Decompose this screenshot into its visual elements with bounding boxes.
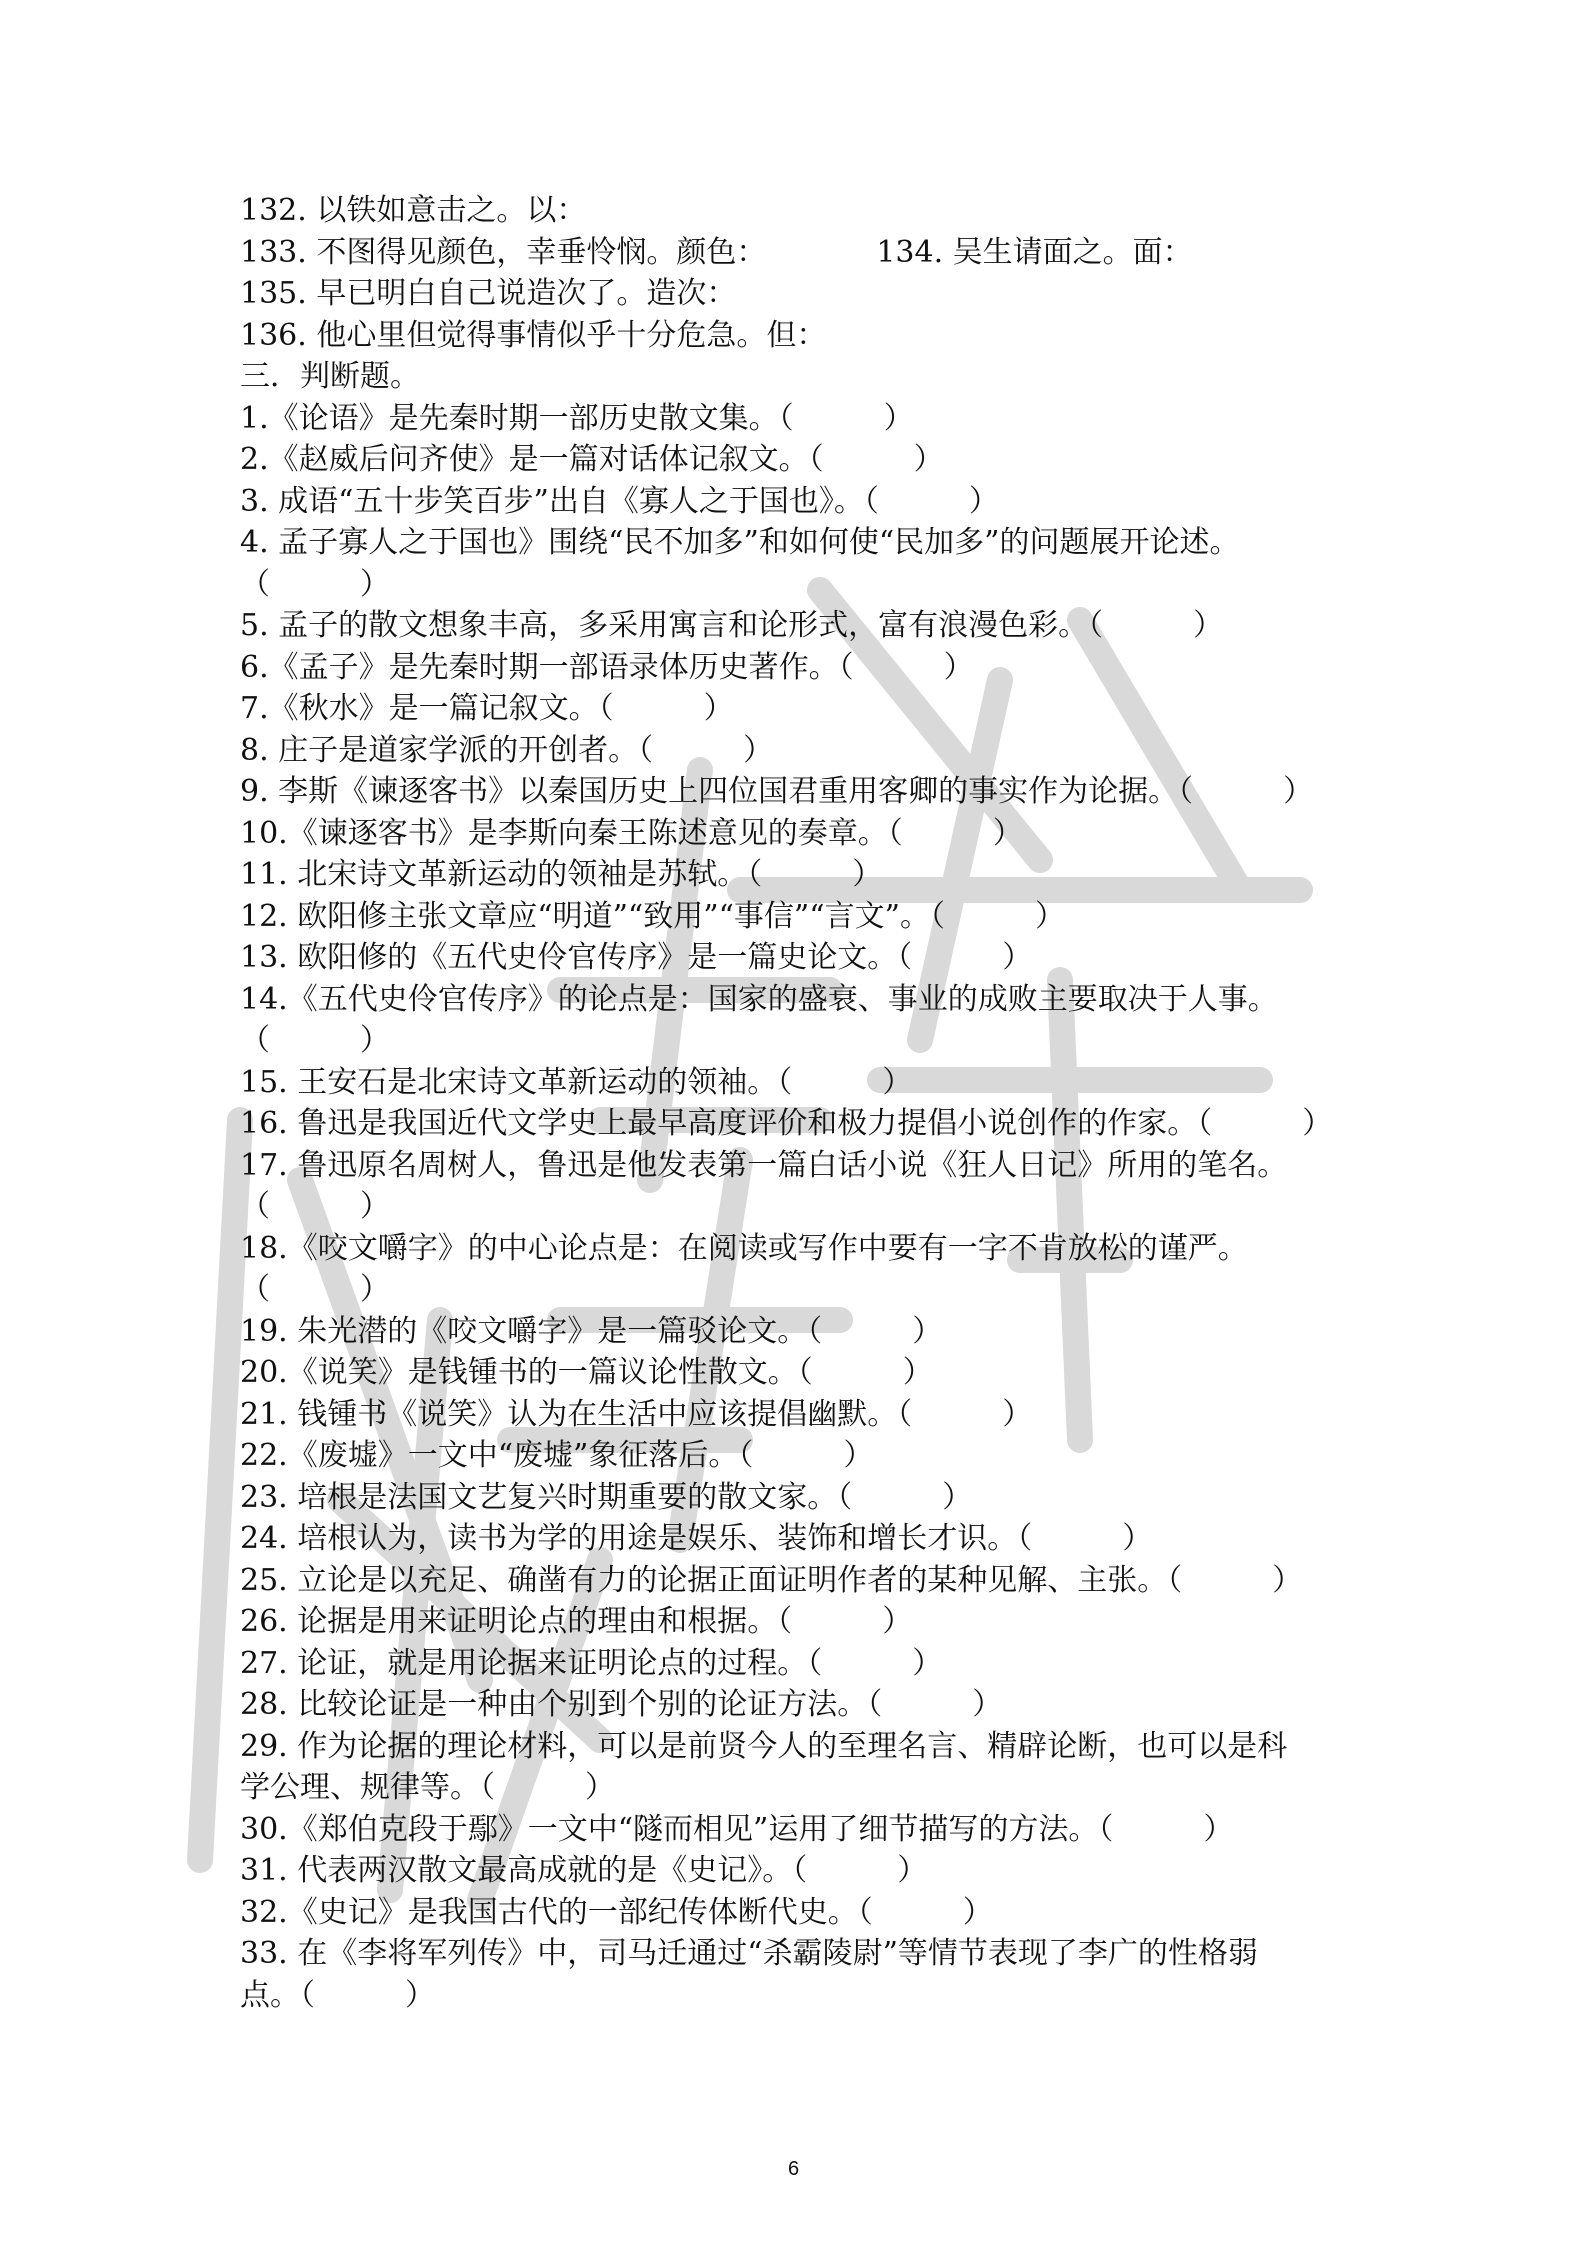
question-line: 18.《咬文嚼字》的中心论点是：在阅读或写作中要有一字不肯放松的谨严。 bbox=[240, 1230, 1248, 1266]
question-line: 14.《五代史伶官传序》的论点是：国家的盛衰、事业的成败主要取决于人事。 bbox=[240, 981, 1278, 1017]
question-line: 2.《赵威后问齐使》是一篇对话体记叙文。（ ） bbox=[240, 442, 944, 477]
question-line: 27. 论证，就是用论据来证明论点的过程。（ ） bbox=[240, 1645, 943, 1681]
question-line: 26. 论据是用来证明论点的理由和根据。（ ） bbox=[240, 1604, 913, 1639]
question-line: 17. 鲁迅原名周树人，鲁迅是他发表第一篇白话小说《狂人日记》所用的笔名。 bbox=[240, 1147, 1288, 1183]
vocab-text: 136. 他心里但觉得事情似乎十分危急。但： bbox=[240, 317, 827, 353]
question-line: 23. 培根是法国文艺复兴时期重要的散文家。（ ） bbox=[240, 1479, 973, 1515]
question-line: 25. 立论是以充足、确凿有力的论据正面证明作者的某种见解、主张。（ ） bbox=[240, 1562, 1303, 1598]
question-line: 11. 北宋诗文革新运动的领袖是苏轼。（ ） bbox=[240, 857, 883, 892]
question-line: （ ） bbox=[240, 1272, 390, 1307]
question-line: 12. 欧阳修主张文章应“明道”“致用”“事信”“言文”。（ ） bbox=[240, 898, 1065, 934]
question-line: 9. 李斯《谏逐客书》以秦国历史上四位国君重用客卿的事实作为论据。（ ） bbox=[240, 774, 1314, 809]
question-line: 20.《说笑》是钱锺书的一篇议论性散文。（ ） bbox=[240, 1355, 933, 1390]
vocab-text: 133. 不图得见颜色，幸垂怜悯。颜色： bbox=[240, 234, 767, 270]
question-line: 31. 代表两汉散文最高成就的是《史记》。（ ） bbox=[240, 1853, 928, 1888]
question-line: 点。（ ） bbox=[240, 1977, 435, 2013]
question-line: 21. 钱锺书《说笑》认为在生活中应该提倡幽默。（ ） bbox=[240, 1396, 1033, 1432]
question-line: 32.《史记》是我国古代的一部纪传体断代史。（ ） bbox=[240, 1894, 993, 1930]
question-line: 29. 作为论据的理论材料，可以是前贤今人的至理名言、精辟论断，也可以是科 bbox=[240, 1728, 1288, 1764]
question-line: 4. 孟子寡人之于国也》围绕“民不加多”和如何使“民加多”的问题展开论述。 bbox=[240, 525, 1240, 560]
question-line: 学公理、规律等。（ ） bbox=[240, 1770, 615, 1805]
question-line: 24. 培根认为，读书为学的用途是娱乐、装饰和增长才识。（ ） bbox=[240, 1521, 1153, 1556]
question-line: 15. 王安石是北宋诗文革新运动的领袖。（ ） bbox=[240, 1064, 913, 1100]
question-line: 10.《谏逐客书》是李斯向秦王陈述意见的奏章。（ ） bbox=[240, 815, 1023, 851]
vocab-text: 132. 以铁如意击之。以： bbox=[240, 193, 587, 228]
vocab-item bbox=[240, 315, 1355, 357]
vocab-item bbox=[240, 273, 1355, 315]
vocab-item bbox=[240, 190, 1355, 232]
question-line: 13. 欧阳修的《五代史伶官传序》是一篇史论文。（ ） bbox=[240, 940, 1033, 975]
question-line: 3. 成语“五十步笑百步”出自《寡人之于国也》。（ ） bbox=[240, 483, 999, 519]
vocab-text: 135. 早已明白自己说造次了。造次： bbox=[240, 276, 737, 311]
section-heading: 三．判断题。 bbox=[240, 359, 420, 394]
question-line: 30.《郑伯克段于鄢》一文中“隧而相见”运用了细节描写的方法。（ ） bbox=[240, 1811, 1234, 1847]
question-line: 22.《废墟》一文中“废墟”象征落后。（ ） bbox=[240, 1438, 874, 1473]
question-line: 5. 孟子的散文想象丰高，多采用寓言和论形式，富有浪漫色彩。（ ） bbox=[240, 608, 1224, 643]
document-body bbox=[240, 190, 1355, 2016]
vocab-text-second: 134. 吴生请面之。面： bbox=[876, 234, 1193, 270]
question-line: 16. 鲁迅是我国近代文学史上最早高度评价和极力提倡小说创作的作家。（ ） bbox=[240, 1106, 1333, 1141]
question-line: 1.《论语》是先秦时期一部历史散文集。（ ） bbox=[240, 400, 914, 436]
question-line: 19. 朱光潜的《咬文嚼字》是一篇驳论文。（ ） bbox=[240, 1313, 943, 1349]
question-line: 6.《孟子》是先秦时期一部语录体历史著作。（ ） bbox=[240, 649, 974, 685]
question-line: （ ） bbox=[240, 1189, 390, 1224]
page-number: 6 bbox=[787, 2158, 800, 2180]
question-line: （ ） bbox=[240, 566, 390, 602]
vocab-item bbox=[240, 232, 1355, 274]
question-line: 7.《秋水》是一篇记叙文。（ ） bbox=[240, 691, 734, 726]
question-line: 33. 在《李将军列传》中，司马迁通过“杀霸陵尉”等情节表现了李广的性格弱 bbox=[240, 1936, 1258, 1971]
question-line: 8. 庄子是道家学派的开创者。（ ） bbox=[240, 732, 774, 768]
question-line: 28. 比较论证是一种由个别到个别的论证方法。（ ） bbox=[240, 1687, 1003, 1722]
question-line: （ ） bbox=[240, 1023, 390, 1058]
